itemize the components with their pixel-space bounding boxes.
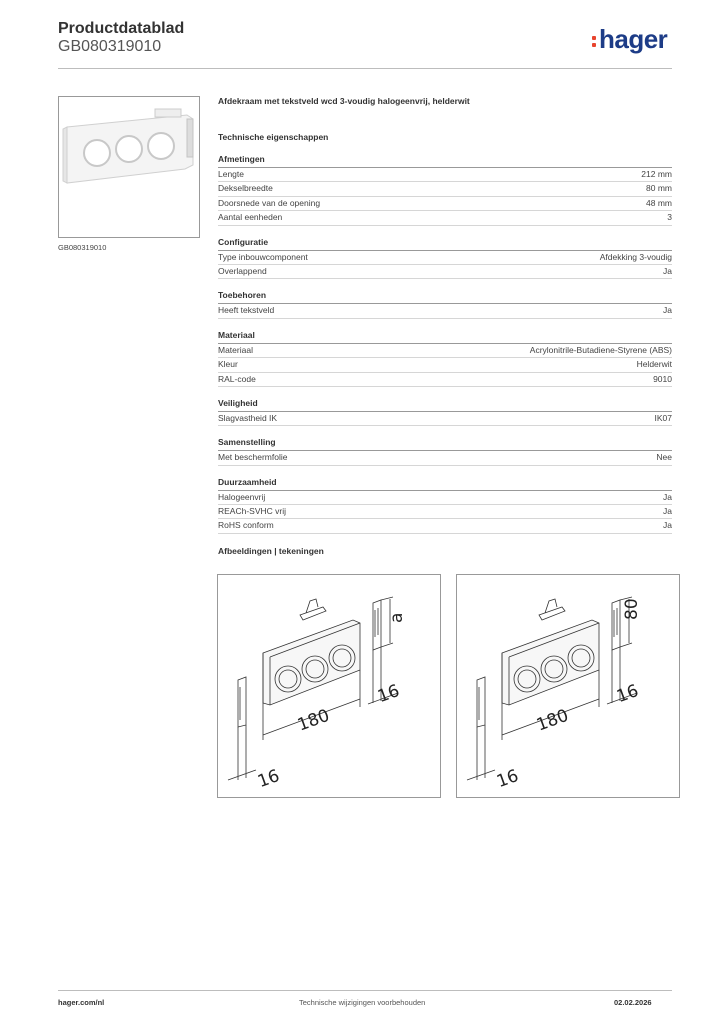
spec-row	[218, 344, 672, 358]
spec-row	[218, 211, 672, 225]
spec-label: Type inbouwcomponent	[218, 251, 308, 262]
spec-section	[218, 330, 672, 387]
footer-divider	[58, 990, 672, 991]
spec-value: 3	[667, 212, 672, 223]
spec-value: Afdekking 3-voudig	[599, 251, 672, 262]
technical-drawing-2	[456, 574, 680, 798]
technical-drawing-1	[217, 574, 441, 798]
spec-row	[218, 412, 672, 426]
spec-value: IK07	[654, 412, 672, 423]
spec-label: Met beschermfolie	[218, 452, 288, 463]
spec-label: Halogeenvrij	[218, 491, 266, 502]
spec-row	[218, 358, 672, 372]
spec-label: RoHS conform	[218, 520, 274, 531]
images-heading: Afbeeldingen | tekeningen	[218, 545, 324, 556]
spec-content	[218, 96, 672, 556]
spec-label: Materiaal	[218, 344, 253, 355]
spec-label: Heeft tekstveld	[218, 305, 275, 316]
spec-value: 80 mm	[646, 183, 672, 194]
page-title: Productdatablad	[58, 20, 185, 37]
dim-depth-left: 16	[494, 765, 522, 793]
section-heading: Veiligheid	[218, 398, 672, 412]
spec-row	[218, 251, 672, 265]
spec-section	[218, 437, 672, 465]
spec-value: Acrylonitrile-Butadiene-Styrene (ABS)	[529, 344, 672, 355]
spec-row	[218, 451, 672, 465]
spec-row	[218, 265, 672, 279]
section-heading: Afmetingen	[218, 154, 672, 168]
dim-height: a	[387, 612, 407, 623]
dim-length: 180	[533, 705, 572, 736]
logo-dots-icon	[592, 33, 597, 50]
spec-section	[218, 398, 672, 426]
header-divider	[58, 68, 672, 69]
spec-row	[218, 197, 672, 211]
dim-length: 180	[294, 705, 333, 736]
spec-label: RAL-code	[218, 373, 256, 384]
section-heading: Configuratie	[218, 237, 672, 251]
spec-row	[218, 491, 672, 505]
product-code: GB080319010	[58, 38, 162, 55]
dim-depth-left: 16	[255, 765, 283, 793]
spec-label: REACh-SVHC vrij	[218, 506, 287, 517]
spec-row	[218, 304, 672, 318]
spec-label: Lengte	[218, 169, 244, 179]
spec-section	[218, 237, 672, 280]
section-heading: Toebehoren	[218, 290, 672, 304]
logo-text: hager	[599, 24, 668, 54]
product-thumbnail	[58, 96, 200, 238]
spec-value: Ja	[663, 305, 672, 316]
dim-depth-right: 16	[614, 680, 642, 708]
spec-value: 48 mm	[646, 197, 672, 208]
product-title: Afdekraam met tekstveld wcd 3-voudig halogeenvrij, helderwit	[218, 96, 470, 106]
hager-logo	[592, 24, 667, 55]
spec-row	[218, 182, 672, 196]
section-heading: Materiaal	[218, 330, 672, 344]
spec-label: Overlappend	[218, 265, 267, 276]
spec-value: Helderwit	[636, 359, 672, 370]
thumbnail-caption: GB080319010	[58, 243, 107, 252]
dim-height: 80	[622, 598, 642, 620]
spec-value: Ja	[663, 491, 672, 502]
dim-depth-right: 16	[375, 680, 403, 708]
spec-label: Kleur	[218, 359, 238, 370]
section-heading: Samenstelling	[218, 437, 672, 451]
spec-value: Ja	[663, 506, 672, 517]
spec-section	[218, 477, 672, 534]
spec-value: 9010	[653, 373, 672, 384]
spec-row	[218, 505, 672, 519]
spec-label: Dekselbreedte	[218, 183, 273, 194]
spec-label: Aantal eenheden	[218, 212, 283, 223]
footer-disclaimer: Technische wijzigingen voorbehouden	[299, 998, 426, 1007]
spec-label: Slagvastheid IK	[218, 412, 278, 423]
section-heading: Duurzaamheid	[218, 477, 672, 491]
spec-row	[218, 373, 672, 387]
spec-value: Ja	[663, 520, 672, 531]
spec-row	[218, 519, 672, 533]
footer-website[interactable]: hager.com/nl	[58, 998, 105, 1007]
spec-value: 212 mm	[641, 169, 672, 179]
spec-sections	[218, 154, 672, 534]
spec-label: Doorsnede van de opening	[218, 197, 321, 208]
spec-value: Nee	[656, 452, 672, 463]
spec-value: Ja	[663, 265, 672, 276]
technical-heading: Technische eigenschappen	[218, 132, 329, 142]
spec-section	[218, 154, 672, 226]
spec-section	[218, 290, 672, 318]
footer-date: 02.02.2026	[614, 998, 652, 1007]
spec-row	[218, 168, 672, 182]
